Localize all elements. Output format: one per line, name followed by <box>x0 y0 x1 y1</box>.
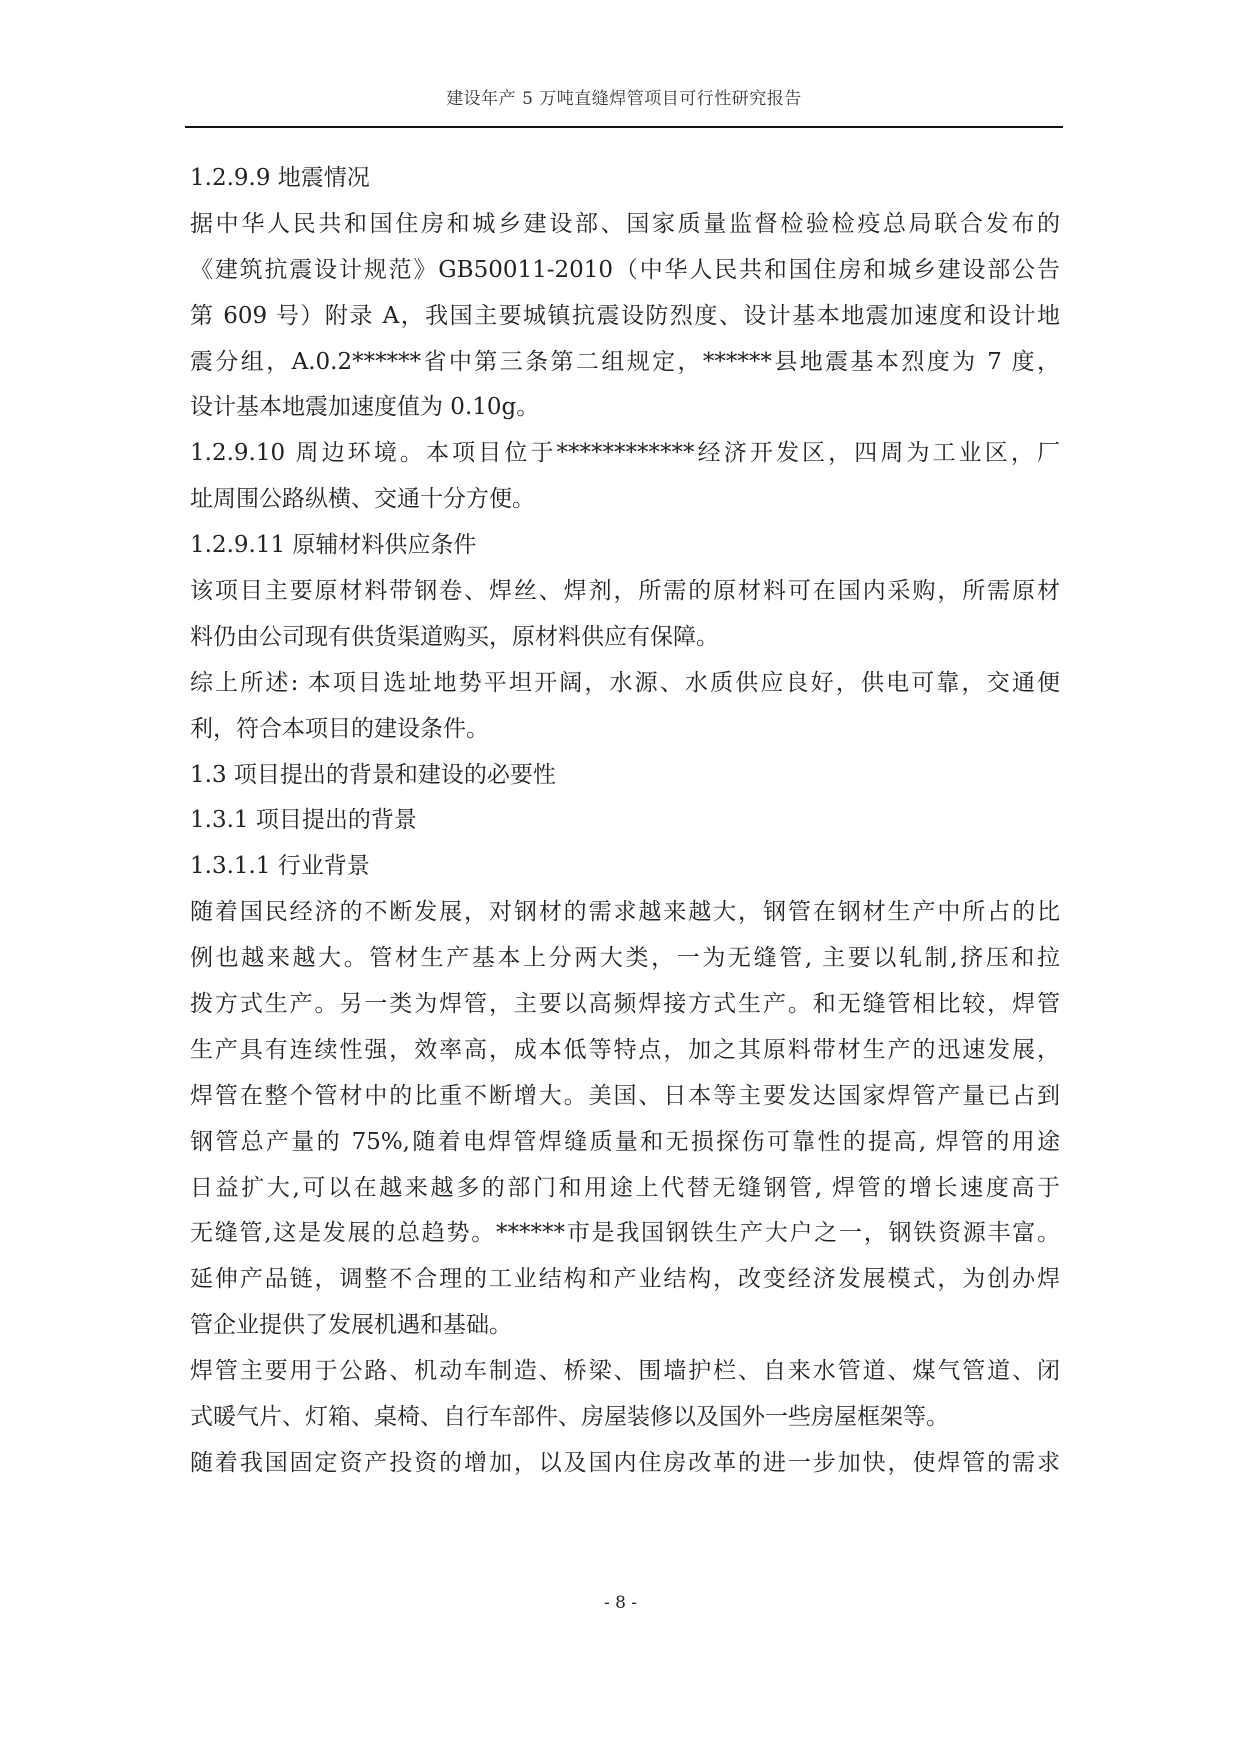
text-line: 无缝管,这是发展的总趋势。******市是我国钢铁生产大户之一，钢铁资源丰富。 <box>190 1220 1060 1247</box>
text-line: 焊管主要用于公路、机动车制造、桥梁、围墙护栏、自来水管道、煤气管道、闭 <box>190 1358 1060 1385</box>
text-line: 震分组，A.0.2******省中第三条第二组规定，******县地震基本烈度为 7 度， <box>190 348 1060 375</box>
text-line: 据中华人民共和国住房和城乡建设部、国家质量监督检验检疫总局联合发布的 <box>190 210 1060 237</box>
text-line: 生产具有连续性强，效率高，成本低等特点，加之其原料带材生产的迅速发展， <box>190 1036 1060 1063</box>
text-line: 1.3.1.1 行业背景 <box>190 853 370 880</box>
text-line: 钢管总产量的 75%,随着电焊管焊缝质量和无损探伤可靠性的提高, 焊管的用途 <box>190 1128 1060 1155</box>
text-line: 1.3 项目提出的背景和建设的必要性 <box>190 761 556 788</box>
text-line: 第 609 号）附录 A，我国主要城镇抗震设防烈度、设计基本地震加速度和设计地 <box>190 302 1060 329</box>
text-line: 综上所述: 本项目选址地势平坦开阔，水源、水质供应良好，供电可靠，交通便 <box>190 669 1060 696</box>
text-line: 1.2.9.10 周边环境。本项目位于************经济开发区，四周为工业区，厂 <box>190 440 1060 467</box>
text-line: 日益扩大,可以在越来越多的部门和用途上代替无缝钢管, 焊管的增长速度高于 <box>190 1174 1060 1201</box>
text-line: 焊管在整个管材中的比重不断增大。美国、日本等主要发达国家焊管产量已占到 <box>190 1082 1060 1109</box>
page-header-title: 建设年产 5 万吨直缝焊管项目可行性研究报告 <box>446 89 802 109</box>
header-divider <box>185 126 1063 128</box>
text-line: 延伸产品链，调整不合理的工业结构和产业结构，改变经济发展模式，为创办焊 <box>190 1266 1060 1293</box>
text-line: 1.2.9.11 原辅材料供应条件 <box>190 532 477 559</box>
document-body <box>190 156 1060 1487</box>
text-line: 随着国民经济的不断发展，对钢材的需求越来越大，钢管在钢材生产中所占的比 <box>190 899 1060 926</box>
text-line: 利，符合本项目的建设条件。 <box>190 715 489 742</box>
text-line: 址周围公路纵横、交通十分方便。 <box>190 486 535 513</box>
text-line: 管企业提供了发展机遇和基础。 <box>190 1312 512 1339</box>
text-line: 1.3.1 项目提出的背景 <box>190 807 417 834</box>
text-line: 1.2.9.9 地震情况 <box>190 165 370 191</box>
text-line: 随着我国固定资产投资的增加，以及国内住房改革的进一步加快，使焊管的需求 <box>190 1449 1060 1476</box>
text-line: 料仍由公司现有供货渠道购买，原材料供应有保障。 <box>190 623 719 650</box>
text-line: 《建筑抗震设计规范》GB50011-2010（中华人民共和国住房和城乡建设部公告 <box>190 256 1060 283</box>
text-line: 例也越来越大。管材生产基本上分两大类，一为无缝管, 主要以轧制,挤压和拉 <box>190 945 1060 972</box>
text-line: 该项目主要原材料带钢卷、焊丝、焊剂，所需的原材料可在国内采购，所需原材 <box>190 578 1060 605</box>
text-line: 设计基本地震加速度值为 0.10g。 <box>190 394 540 421</box>
text-line: 式暖气片、灯箱、桌椅、自行车部件、房屋装修以及国外一些房屋框架等。 <box>190 1404 949 1431</box>
page-number: - 8 - <box>603 1593 638 1613</box>
text-line: 拨方式生产。另一类为焊管，主要以高频焊接方式生产。和无缝管相比较，焊管 <box>190 991 1060 1018</box>
